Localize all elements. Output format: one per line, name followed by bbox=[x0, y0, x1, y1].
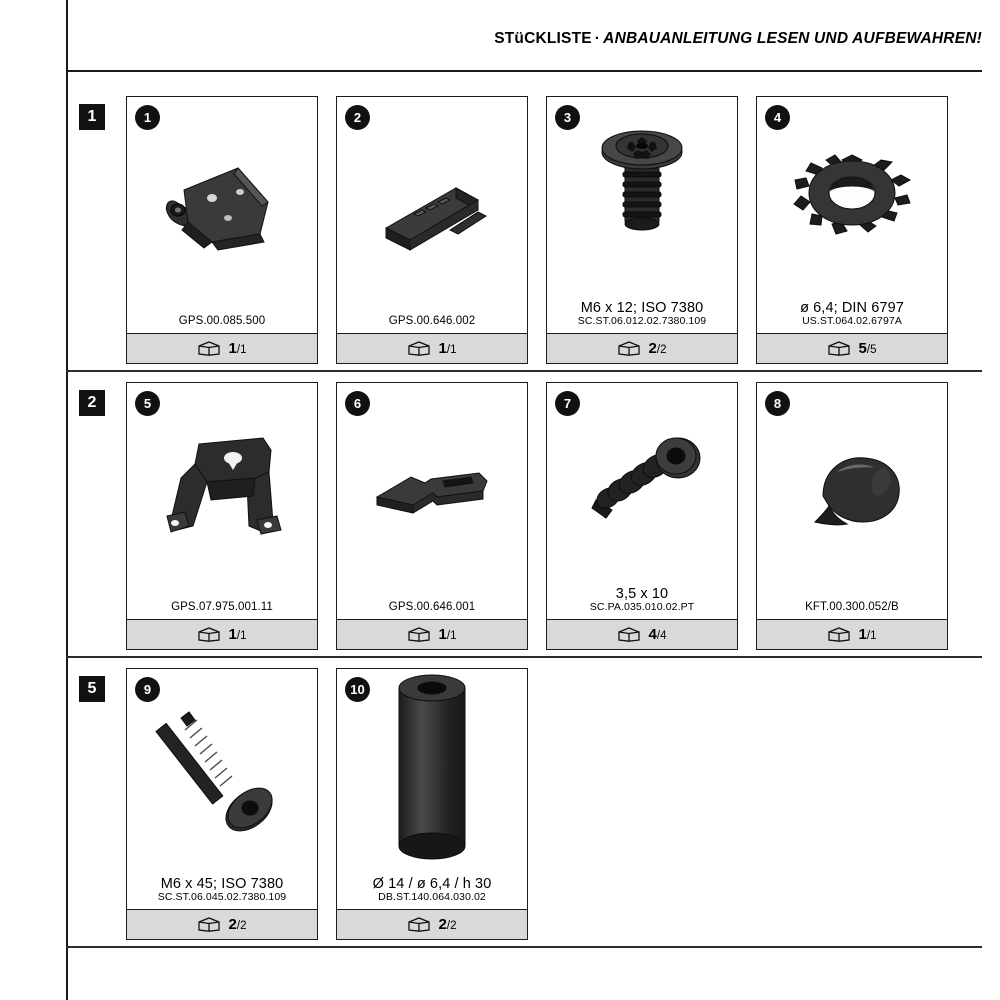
spacer-sleeve-icon bbox=[357, 672, 507, 872]
part-name: M6 x 45; ISO 7380 bbox=[160, 876, 284, 893]
part-labels bbox=[337, 874, 527, 909]
part-name: ø 6,4; DIN 6797 bbox=[800, 300, 904, 317]
part-card[interactable] bbox=[756, 96, 948, 364]
box-icon bbox=[408, 627, 430, 642]
part-badge: 3 bbox=[555, 105, 580, 130]
part-labels bbox=[127, 313, 317, 333]
part-code: US.ST.064.02.6797A bbox=[802, 315, 902, 328]
part-image-area bbox=[127, 97, 317, 313]
section-1 bbox=[66, 96, 982, 364]
part-labels bbox=[337, 313, 527, 333]
part-code: GPS.07.975.001.11 bbox=[171, 601, 273, 614]
part-quantity-bar bbox=[337, 333, 527, 363]
box-icon bbox=[408, 917, 430, 932]
section-1-cards bbox=[126, 96, 948, 364]
part-card[interactable] bbox=[546, 382, 738, 650]
section-number-2: 2 bbox=[79, 390, 105, 416]
part-badge: 2 bbox=[345, 105, 370, 130]
part-badge: 8 bbox=[765, 391, 790, 416]
part-card[interactable] bbox=[336, 382, 528, 650]
flange-screw-icon bbox=[567, 118, 717, 278]
part-qty: 2 bbox=[648, 339, 657, 357]
part-code: SC.ST.06.045.02.7380.109 bbox=[157, 891, 287, 904]
part-qty: 1 bbox=[858, 625, 867, 643]
part-code: GPS.00.646.002 bbox=[388, 315, 476, 328]
part-code: SC.PA.035.010.02.PT bbox=[589, 601, 695, 614]
part-card[interactable] bbox=[546, 96, 738, 364]
part-labels bbox=[757, 599, 947, 619]
serrated-washer-icon bbox=[777, 133, 927, 263]
part-image-area bbox=[757, 97, 947, 298]
license-plate-holder-icon bbox=[137, 416, 307, 566]
part-image-area bbox=[127, 669, 317, 874]
part-code: DB.ST.140.064.030.02 bbox=[378, 891, 486, 904]
part-qty-total: /4 bbox=[656, 629, 667, 642]
part-quantity-bar bbox=[127, 333, 317, 363]
part-badge: 7 bbox=[555, 391, 580, 416]
box-icon bbox=[198, 341, 220, 356]
part-qty-total: /1 bbox=[236, 343, 247, 356]
self-tapping-screw-icon bbox=[562, 414, 722, 554]
part-labels bbox=[547, 298, 737, 333]
header-separator: · bbox=[594, 30, 601, 47]
box-icon bbox=[618, 627, 640, 642]
box-icon bbox=[828, 627, 850, 642]
part-qty: 2 bbox=[438, 915, 447, 933]
part-name: M6 x 12; ISO 7380 bbox=[580, 300, 704, 317]
part-qty-total: /5 bbox=[866, 343, 877, 356]
section-2 bbox=[66, 382, 982, 650]
hook-clip-icon bbox=[347, 431, 517, 551]
part-quantity-bar bbox=[337, 909, 527, 939]
part-badge: 5 bbox=[135, 391, 160, 416]
part-labels bbox=[337, 599, 527, 619]
part-qty-total: /1 bbox=[236, 629, 247, 642]
part-card[interactable] bbox=[336, 668, 528, 940]
part-labels bbox=[757, 298, 947, 333]
box-icon bbox=[618, 341, 640, 356]
section-5 bbox=[66, 668, 982, 940]
part-image-area bbox=[337, 669, 527, 874]
part-quantity-bar bbox=[547, 619, 737, 649]
part-qty: 5 bbox=[858, 339, 867, 357]
part-code: GPS.00.085.500 bbox=[178, 315, 266, 328]
part-quantity-bar bbox=[547, 333, 737, 363]
long-screw-icon bbox=[137, 682, 307, 862]
part-name: Ø 14 / ø 6,4 / h 30 bbox=[372, 876, 492, 893]
header-title-block bbox=[494, 30, 982, 48]
part-qty: 2 bbox=[228, 915, 237, 933]
part-labels bbox=[127, 599, 317, 619]
part-qty: 4 bbox=[648, 625, 657, 643]
part-quantity-bar bbox=[127, 909, 317, 939]
box-icon bbox=[828, 341, 850, 356]
part-labels bbox=[547, 584, 737, 619]
part-card[interactable] bbox=[126, 668, 318, 940]
part-badge: 10 bbox=[345, 677, 370, 702]
part-qty-total: /1 bbox=[866, 629, 877, 642]
part-badge: 9 bbox=[135, 677, 160, 702]
part-quantity-bar bbox=[337, 619, 527, 649]
header-divider bbox=[66, 70, 982, 72]
part-quantity-bar bbox=[757, 619, 947, 649]
section-2-divider bbox=[66, 656, 982, 658]
rubber-plug-icon bbox=[777, 426, 927, 556]
part-quantity-bar bbox=[127, 619, 317, 649]
part-badge: 4 bbox=[765, 105, 790, 130]
section-2-cards bbox=[126, 382, 948, 650]
part-code: KFT.00.300.052/B bbox=[805, 601, 899, 614]
part-qty: 1 bbox=[438, 625, 447, 643]
part-card[interactable] bbox=[126, 382, 318, 650]
part-name: 3,5 x 10 bbox=[615, 586, 669, 603]
box-icon bbox=[198, 627, 220, 642]
section-number-5: 5 bbox=[79, 676, 105, 702]
part-qty-total: /2 bbox=[446, 919, 457, 932]
bracket-part-icon bbox=[142, 130, 302, 280]
box-icon bbox=[198, 917, 220, 932]
section-1-divider bbox=[66, 370, 982, 372]
part-image-area bbox=[547, 97, 737, 298]
part-image-area bbox=[337, 383, 527, 599]
part-badge: 1 bbox=[135, 105, 160, 130]
part-badge: 6 bbox=[345, 391, 370, 416]
section-number-1: 1 bbox=[79, 104, 105, 130]
part-quantity-bar bbox=[757, 333, 947, 363]
part-card[interactable] bbox=[756, 382, 948, 650]
part-image-area bbox=[337, 97, 527, 313]
part-qty: 1 bbox=[228, 339, 237, 357]
part-code: GPS.00.646.001 bbox=[388, 601, 476, 614]
part-code: SC.ST.06.012.02.7380.109 bbox=[577, 315, 707, 328]
part-qty: 1 bbox=[438, 339, 447, 357]
box-icon bbox=[408, 341, 430, 356]
part-qty-total: /2 bbox=[656, 343, 667, 356]
part-labels bbox=[127, 874, 317, 909]
page-header bbox=[66, 30, 982, 68]
part-image-area bbox=[757, 383, 947, 599]
header-subtitle: ANBAUANLEITUNG LESEN UND AUFBEWAHREN! bbox=[603, 30, 982, 47]
part-qty-total: /1 bbox=[446, 629, 457, 642]
part-qty-total: /1 bbox=[446, 343, 457, 356]
part-qty-total: /2 bbox=[236, 919, 247, 932]
part-qty: 1 bbox=[228, 625, 237, 643]
part-image-area bbox=[127, 383, 317, 599]
section-5-divider bbox=[66, 946, 982, 948]
clip-part-icon bbox=[352, 140, 512, 270]
section-5-cards bbox=[126, 668, 528, 940]
part-card[interactable] bbox=[126, 96, 318, 364]
part-image-area bbox=[547, 383, 737, 584]
page-title: STüCKLISTE bbox=[494, 30, 592, 47]
part-card[interactable] bbox=[336, 96, 528, 364]
